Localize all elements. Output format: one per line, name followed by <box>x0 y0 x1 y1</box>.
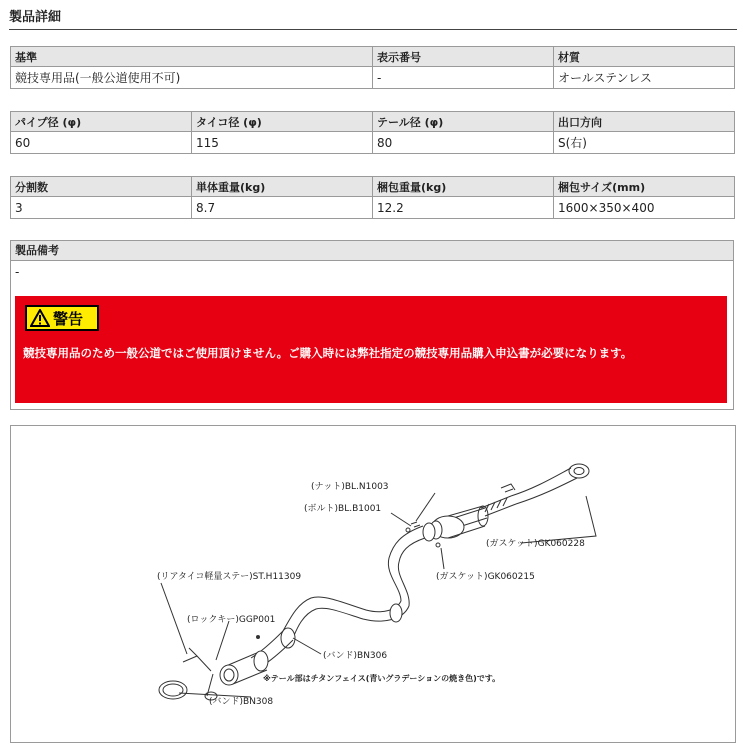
page-title: 製品詳細 <box>9 10 62 25</box>
warning-badge-label: 警告 <box>53 309 84 328</box>
value-muffler-diameter: 115 <box>192 132 373 154</box>
header-display-number: 表示番号 <box>373 47 554 67</box>
warning-badge <box>25 305 99 331</box>
label-nut: (ナット)BL.N1003 <box>311 482 389 492</box>
notes-value: - <box>15 265 20 279</box>
spec-table-weights <box>10 176 735 219</box>
header-exit-direction: 出口方向 <box>554 112 735 132</box>
label-gasket-front: (ガスケット)GK060228 <box>486 539 585 549</box>
title-divider <box>9 29 737 30</box>
exhaust-system-illustration <box>11 426 735 742</box>
label-bolt: (ボルト)BL.B1001 <box>304 504 382 514</box>
value-package-weight: 12.2 <box>373 197 554 219</box>
exhaust-parts-diagram <box>10 425 736 743</box>
label-lock-key: (ロックキー)GGP001 <box>187 615 276 625</box>
value-unit-weight: 8.7 <box>192 197 373 219</box>
value-display-number: - <box>373 67 554 89</box>
value-exit-direction: S(右) <box>554 132 735 154</box>
label-gasket-center: (ガスケット)GK060215 <box>436 572 535 582</box>
warning-text: 競技専用品のため一般公道ではご使用頂けません。ご購入時には弊社指定の競技専用品購入申込書が必要になります。 <box>23 346 633 360</box>
warning-triangle-icon <box>30 309 50 327</box>
header-tail-diameter: テール径 (φ) <box>373 112 554 132</box>
warning-banner <box>15 296 727 403</box>
value-pipe-diameter: 60 <box>11 132 192 154</box>
value-standard: 競技専用品(一般公道使用不可) <box>11 67 373 89</box>
value-split-count: 3 <box>11 197 192 219</box>
header-package-weight: 梱包重量(kg) <box>373 177 554 197</box>
product-notes <box>10 240 734 410</box>
header-package-size: 梱包サイズ(mm) <box>554 177 735 197</box>
value-material: オールステンレス <box>554 67 735 89</box>
header-material: 材質 <box>554 47 735 67</box>
label-band-rear: (バンド)BN308 <box>209 697 274 707</box>
notes-header: 製品備考 <box>11 241 733 261</box>
value-package-size: 1600×350×400 <box>554 197 735 219</box>
value-tail-diameter: 80 <box>373 132 554 154</box>
header-muffler-diameter: タイコ径 (φ) <box>192 112 373 132</box>
spec-table-diameters <box>10 111 735 154</box>
header-unit-weight: 単体重量(kg) <box>192 177 373 197</box>
header-standard: 基準 <box>11 47 373 67</box>
label-band-mid: (バンド)BN306 <box>323 651 388 661</box>
spec-table-standard <box>10 46 735 89</box>
header-split-count: 分割数 <box>11 177 192 197</box>
header-pipe-diameter: パイプ径 (φ) <box>11 112 192 132</box>
tail-finish-note: ※テール部はチタンフェイス(青いグラデーションの焼き色)です。 <box>263 674 501 683</box>
label-stay: (リアタイコ軽量ステー)ST.H11309 <box>157 572 302 582</box>
